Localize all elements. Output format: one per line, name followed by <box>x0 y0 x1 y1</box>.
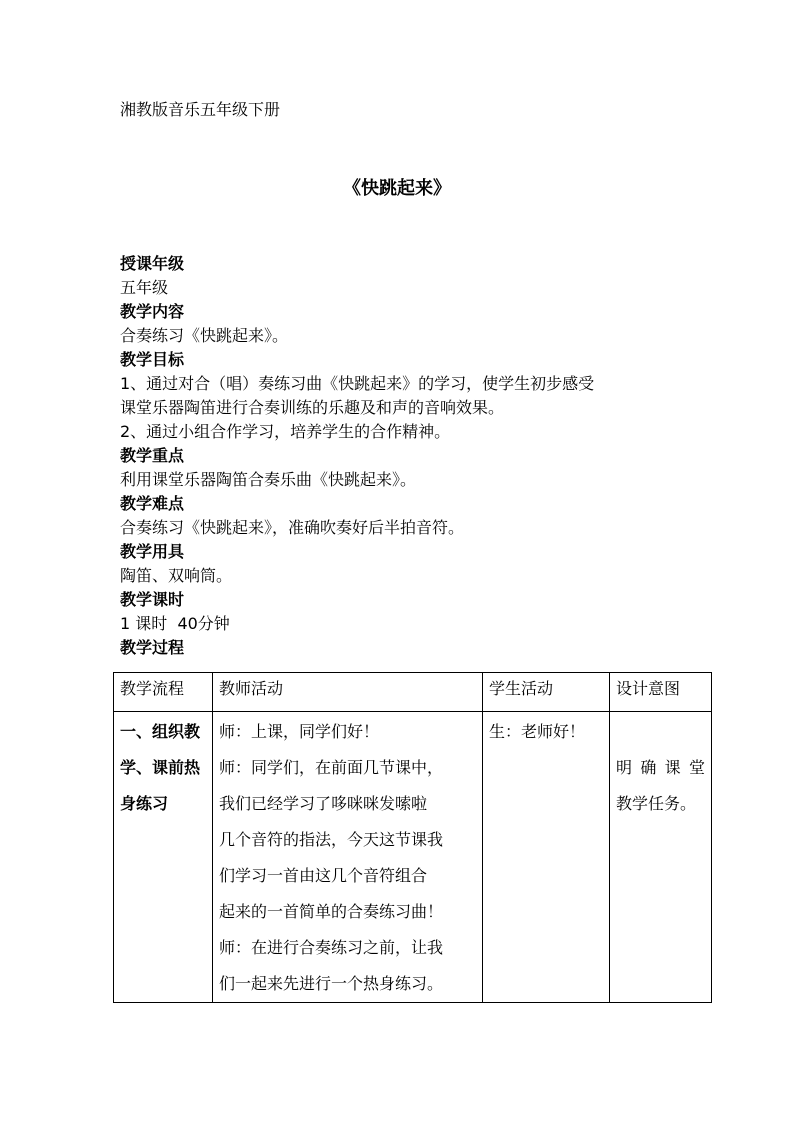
teacher-line: 我们已经学习了哆咪咪发嗦啦 <box>219 794 428 813</box>
hours-label: 教学课时 <box>120 590 185 609</box>
table-row <box>114 712 712 1003</box>
teacher-line: 师：在进行合奏练习之前，让我 <box>219 938 444 957</box>
teacher-line: 几个音符的指法，今天这节课我 <box>219 830 444 849</box>
grade-value: 五年级 <box>120 278 169 297</box>
tools-value: 陶笛、双响筒。 <box>120 566 233 585</box>
teacher-cell <box>213 712 483 1003</box>
content-value: 合奏练习《快跳起来》。 <box>120 326 289 345</box>
goal-2: 2、通过小组合作学习，培养学生的合作精神。 <box>120 422 451 441</box>
student-cell <box>483 712 610 1003</box>
header-teacher: 教师活动 <box>213 673 483 712</box>
goal-1a: 1、通过对合（唱）奏练习曲《快跳起来》的学习，使学生初步感受 <box>120 374 595 393</box>
intent-line: 明确课堂 <box>616 758 705 777</box>
hours-value: 1 课时 40分钟 <box>120 614 230 633</box>
goals-label: 教学目标 <box>120 350 185 369</box>
flow-cell <box>114 712 213 1003</box>
teacher-line: 起来的一首简单的合奏练习曲！ <box>219 902 444 921</box>
key-value: 利用课堂乐器陶笛合奏乐曲《快跳起来》。 <box>120 470 417 489</box>
lesson-info <box>120 252 710 660</box>
flow-line: 身练习 <box>120 794 169 813</box>
header-student: 学生活动 <box>483 673 610 712</box>
flow-line: 一、组织教 <box>120 722 201 741</box>
grade-label: 授课年级 <box>120 254 185 273</box>
teacher-line: 们学习一首由这几个音符组合 <box>219 866 428 885</box>
flow-line: 学、课前热 <box>120 758 201 777</box>
student-line: 生：老师好！ <box>489 722 586 741</box>
header-intent: 设计意图 <box>610 673 712 712</box>
teacher-line: 师：上课，同学们好！ <box>219 722 380 741</box>
content-label: 教学内容 <box>120 302 185 321</box>
intent-cell <box>610 712 712 1003</box>
header-flow: 教学流程 <box>114 673 213 712</box>
difficulty-label: 教学难点 <box>120 494 185 513</box>
process-table <box>113 672 712 1003</box>
intent-line: 教学任务。 <box>616 794 697 813</box>
process-label: 教学过程 <box>120 638 185 657</box>
document-title: 《快跳起来》 <box>343 178 451 199</box>
tools-label: 教学用具 <box>120 542 185 561</box>
teacher-line: 师：同学们，在前面几节课中， <box>219 758 444 777</box>
document-header: 湘教版音乐五年级下册 <box>120 100 281 119</box>
table-header-row <box>114 673 712 712</box>
goal-1b: 课堂乐器陶笛进行合奏训练的乐趣及和声的音响效果。 <box>120 398 505 417</box>
teacher-line: 们一起来先进行一个热身练习。 <box>219 974 444 993</box>
key-label: 教学重点 <box>120 446 185 465</box>
difficulty-value: 合奏练习《快跳起来》，准确吹奏好后半拍音符。 <box>120 518 465 537</box>
